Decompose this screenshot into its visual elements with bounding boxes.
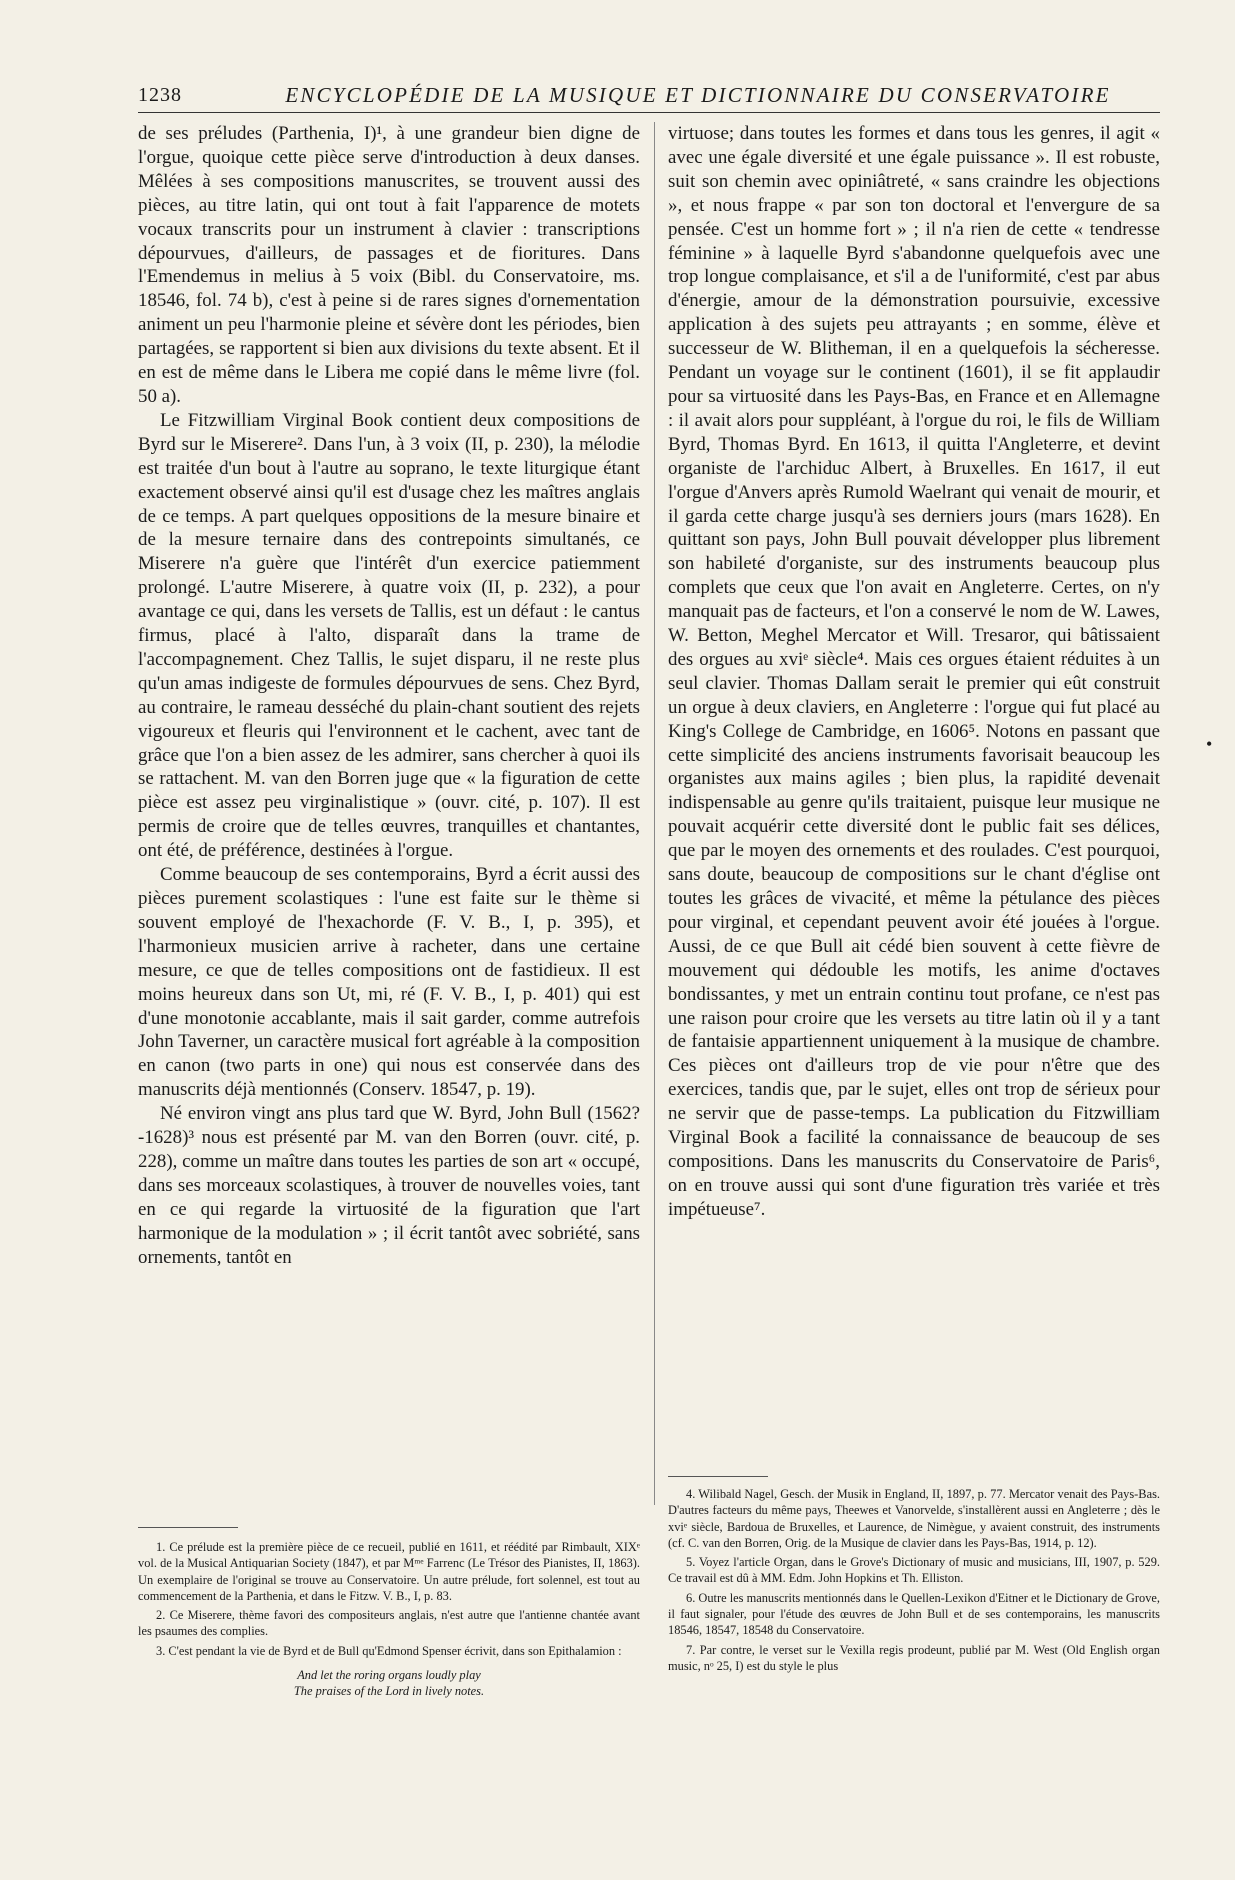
column-rule (654, 122, 655, 1505)
footnote-rule (138, 1527, 238, 1528)
footnote: 3. C'est pendant la vie de Byrd et de Bull qu'Edmond Spenser écrivit, dans son Epithalamion : (156, 1643, 622, 1658)
footnote-rule (668, 1476, 768, 1477)
running-title: ENCYCLOPÉDIE DE LA MUSIQUE ET DICTIONNAIRE DU CONSERVATOIRE (285, 83, 1111, 107)
paragraph: Le Fitzwilliam Virginal Book contient deux compositions de Byrd sur le Miserere². Dans l'un, à 3 voix (II, p. 230), la mélodie est traitée d'un bout à l'autre au soprano, le texte liturgique étant exactement observé ainsi qu'il est d'usage chez les maîtres anglais de ce temps. A part quelques oppositions de la mesure binaire et de la mesure ternaire dans des contrepoints simultanés, ce Miserere n'a guère que l'intérêt d'un exercice patiemment prolongé. L'autre Miserere, à quatre voix (II, p. 232), a pour avantage ce qui, dans les versets de Tallis, est un défaut : le cantus firmus, placé à l'alto, disparaît dans la trame de l'accompagnement. Chez Tallis, le sujet disparu, il ne reste plus qu'un amas indigeste de formules dépourvues de sens. Chez Byrd, au contraire, le rameau desséché du plain-chant soutient des rejets vigoureux et fleuris qui l'environnent et le cachent, avec tant de grâce que l'on a bien assez de les admirer, sans chercher à quoi ils se rattachent. M. van den Borren juge que « la figuration de cette pièce est assez peu virginalistique » (ouvr. cité, p. 107). Il est permis de croire que de telles œuvres, tranquilles et chantantes, ont été, de préférence, destinées à l'orgue. (138, 409, 640, 862)
paragraph: Né environ vingt ans plus tard que W. Byrd, John Bull (1562?-1628)³ nous est présenté par M. van den Borren (ouvr. cité, p. 228), comme un maître dans toutes les parties de son art « occupé, dans ses morceaux scolastiques, à trouver de nouvelles voies, tant en ce qui regarde la virtuosité de la figuration que l'art harmonique de la modulation » ; il écrit tantôt avec sobriété, sans ornements, tantôt en (138, 1103, 640, 1268)
footnotes-right (668, 1486, 1160, 1677)
footnote: 7. Par contre, le verset sur le Vexilla regis prodeunt, publié par M. West (Old English organ music, nᵒ 25, I) est du style le plus (668, 1642, 1160, 1673)
page-header (138, 84, 1158, 110)
footnote: 6. Outre les manuscrits mentionnés dans le Quellen-Lexikon d'Eitner et le Dictionary de Grove, il faut signaler, pour l'étude des œuvres de John Bull et de ses contemporains, les manuscrits 18546, 18547, 18548 du Conservatoire. (668, 1590, 1160, 1638)
right-column (668, 122, 1160, 1222)
verse-line: The praises of the Lord in lively notes. (293, 1684, 485, 1699)
footnote: 1. Ce prélude est la première pièce de ce recueil, publié en 1611, et réédité par Rimbault, XIXᵉ vol. de la Musical Antiquarian Society (1847), et par Mᵐᵉ Farrenc (Le Trésor des Pianistes, II, 1863). Un exemplaire de l'original se trouve au Conservatoire. Un autre prélude, fort solennel, est tout au commencement de la Parthenia, et dans le Fitzw. V. B., I, p. 83. (138, 1540, 640, 1603)
footnote: 4. Wilibald Nagel, Gesch. der Musik in England, II, 1897, p. 77. Mercator venait des Pays-Bas. D'autres facteurs du même pays, Theewes et Vanorvelde, s'installèrent aussi en Angleterre ; dès le xviᵉ siècle, Bardoua de Bruxelles, et Laurence, de Nimègue, y avaient construit, des instruments (cf. C. van den Borren, Orig. de la Musique de clavier dans les Pays-Bas, 1914, p. 12). (668, 1487, 1160, 1550)
footnotes-left (138, 1539, 640, 1699)
paragraph: virtuose; dans toutes les formes et dans tous les genres, il agit « avec une égale diversité et une égale puissance ». Il est robuste, suit son chemin avec opiniâtreté, « sans craindre les objections », et nous frappe « par son ton doctoral et l'envergure de sa pensée. C'est un homme fort » ; il n'a rien de cette « tendresse féminine » à laquelle Byrd s'abandonne quelquefois avec une trop longue complaisance, et s'il a de l'uniformité, c'est par abus d'énergie, amour de la démonstration poursuivie, excessive application à des sujets peu attrayants ; en somme, élève et successeur de W. Blitheman, il en a quelquefois la sécheresse. Pendant un voyage sur le continent (1601), il se fit applaudir pour sa virtuosité dans les Pays-Bas, en France et en Allemagne : il avait alors pour suppléant, à l'orgue du roi, le fils de William Byrd, Thomas Byrd. En 1613, il quitta l'Angleterre, et devint organiste de l'archiduc Albert, à Bruxelles. En 1617, il eut l'orgue d'Anvers après Rumold Waelrant qui venait de mourir, et il garda cette charge jusqu'à ses derniers jours (mars 1628). En quittant son pays, John Bull pouvait développer plus librement son habileté d'organiste, sur des instruments beaucoup plus complets que ceux que l'on avait en Angleterre. Certes, on n'y manquait pas de facteurs, et l'on a conservé le nom de W. Lawes, W. Betton, Meghel Mercator et Will. Tresaror, qui bâtissaient des orgues au xviᵉ siècle⁴. Mais ces orgues étaient réduites à un seul clavier. Thomas Dallam serait le premier qui eût construit un orgue à deux claviers, en Angleterre : l'orgue qui fut placé au King's College de Cambridge, en 1606⁵. Notons en passant que cette simplicité des anciens instruments favorisait beaucoup les organistes aux mains agiles ; bien plus, la rapidité devenait indispensable au genre qu'ils traitaient, puisque leur musique ne pouvait acquérir cette diversité dont le public fait ses délices, que par le moyen des ornements et des roulades. C'est pourquoi, sans doute, beaucoup de compositions sur le chant d'église ont toutes les grâces de vivacité, et même la pétulance des pièces pour virginal, et cependant peuvent avoir été jouées à l'orgue. Aussi, de ce que Bull ait cédé bien souvent à cette fièvre de mouvement qui dédouble les motifs, les anime d'octaves bondissantes, y met un entrain continu tout profane, ce n'est pas une raison pour croire que les versets au titre latin où il y a tant de fantaisie appartiennent uniquement à la musique de chambre. Ces pièces ont d'ailleurs trop de vie pour n'être que des exercices, tandis que, par le sujet, elles ont trop de sérieux pour ne servir que de passe-temps. La publication du Fitzwilliam Virginal Book a facilité la connaissance de beaucoup de ses compositions. Dans les manuscrits du Conservatoire de Paris⁶, on en trouve aussi qui sont d'une figuration très variée et très impétueuse⁷. (668, 123, 1160, 1220)
left-column (138, 122, 640, 1270)
header-rule (138, 112, 1160, 113)
page-number: 1238 (138, 84, 182, 106)
verse-line: And let the roring organs loudly play (297, 1668, 481, 1683)
paragraph: Comme beaucoup de ses contemporains, Byrd a écrit aussi des pièces purement scolastiques : l'une est faite sur le thème si souvent employé de l'hexachorde (F. V. B., I, p. 395), et l'harmonieux musicien arrive à racheter, dans une certaine mesure, ce que de telles compositions ont de fastidieux. Il est moins heureux dans son Ut, mi, ré (F. V. B., I, p. 401) qui est d'une monotonie accablante, mais il sait garder, comme autrefois John Taverner, un caractère musical fort agréable à la composition en canon (two parts in one) qui nous est conservée dans des manuscrits déjà mentionnés (Conserv. 18547, p. 19). (138, 864, 640, 1101)
footnote: 2. Ce Miserere, thème favori des compositeurs anglais, n'est autre que l'antienne chantée avant les psaumes des complies. (138, 1608, 640, 1639)
footnote: 5. Voyez l'article Organ, dans le Grove's Dictionary of music and musicians, III, 1907, p. 529. Ce travail est dû à MM. Edm. John Hopkins et Th. Elliston. (668, 1555, 1160, 1586)
verse-quote (138, 1667, 640, 1699)
paragraph: de ses préludes (Parthenia, I)¹, à une grandeur bien digne de l'orgue, quoique cette pièce serve d'introduction à deux danses. Mêlées à ses compositions manuscrites, se trouvent aussi des pièces, au titre latin, qui ont tout à fait l'apparence de motets vocaux transcrits pour un instrument à clavier : transcriptions dépourvues, d'ailleurs, de passages et de fioritures. Dans l'Emendemus in melius à 5 voix (Bibl. du Conservatoire, ms. 18546, fol. 74 b), c'est à peine si de rares signes d'ornementation animent un peu l'harmonie pleine et sévère dont les périodes, bien partagées, se rapportent si bien aux divisions du texte absent. Et il en est de même dans le Libera me copié dans le même livre (fol. 50 a). (138, 123, 640, 407)
margin-mark: • (1206, 734, 1213, 754)
